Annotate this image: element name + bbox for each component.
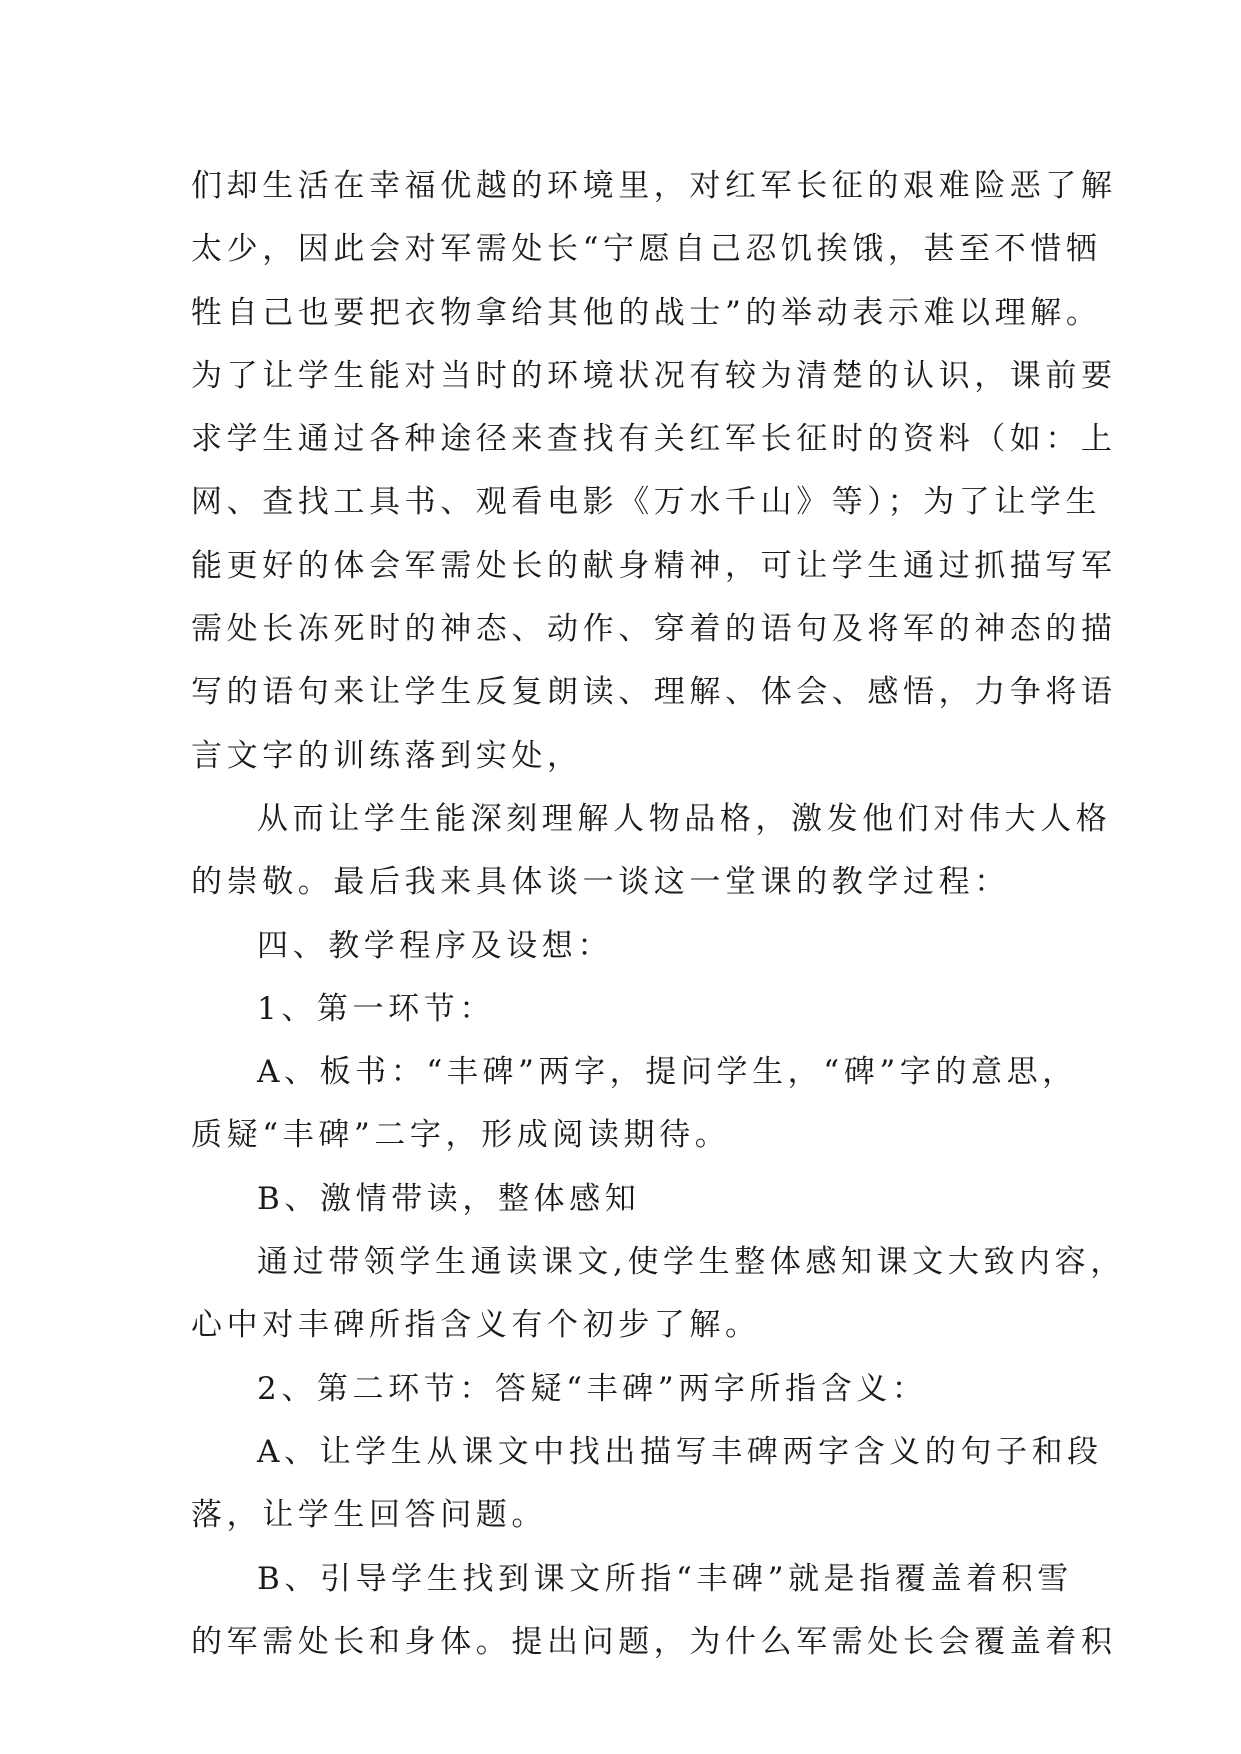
text-line: 网、查找工具书、观看电影《万水千山》等）；为了让学生 [191,484,1102,521]
text-line: 质疑“丰碑”二字，形成阅读期待。 [191,1117,731,1154]
text-line: 落，让学生回答问题。 [191,1497,547,1534]
text-line: 能更好的体会军需处长的献身精神，可让学生通过抓描写军 [191,547,1117,584]
text-line: 太少，因此会对军需处长“宁愿自己忍饥挨饿，甚至不惜牺 [191,231,1102,268]
text-line: 写的语句来让学生反复朗读、理解、体会、感悟，力争将语 [191,674,1117,711]
text-line: 的军需处长和身体。提出问题，为什么军需处长会覆盖着积 [191,1623,1117,1660]
text-line: 求学生通过各种途径来查找有关红军长征时的资料（如：上 [191,421,1117,458]
text-line: 言文字的训练落到实处， [191,737,583,774]
text-line: 的崇敬。最后我来具体谈一谈这一堂课的教学过程： [191,864,1010,901]
step-heading: 2、第二环节：答疑“丰碑”两字所指含义： [257,1370,928,1407]
section-heading: 四、教学程序及设想： [257,927,613,964]
body-text [191,155,1126,1674]
text-line: 通过带领学生通读课文,使学生整体感知课文大致内容， [257,1244,1126,1281]
text-line: 心中对丰碑所指含义有个初步了解。 [191,1307,761,1344]
step-heading: 1、第一环节： [257,990,495,1027]
text-line: 需处长冻死时的神态、动作、穿着的语句及将军的神态的描 [191,611,1117,648]
text-line: 牲自己也要把衣物拿给其他的战士”的举动表示难以理解。 [191,294,1102,331]
text-line: 从而让学生能深刻理解人物品格，激发他们对伟大人格 [257,800,1112,837]
text-line: 们却生活在幸福优越的环境里，对红军长征的艰难险恶了解 [191,168,1117,204]
text-line: B、引导学生找到课文所指“丰碑”就是指覆盖着积雪 [257,1560,1073,1597]
text-line: 为了让学生能对当时的环境状况有较为清楚的认识，课前要 [191,357,1117,394]
text-line: B、激情带读，整体感知 [257,1180,641,1217]
text-line: A、让学生从课文中找出描写丰碑两字含义的句子和段 [257,1433,1103,1470]
text-line: A、板书：“丰碑”两字，提问学生，“碑”字的意思， [257,1054,1078,1091]
